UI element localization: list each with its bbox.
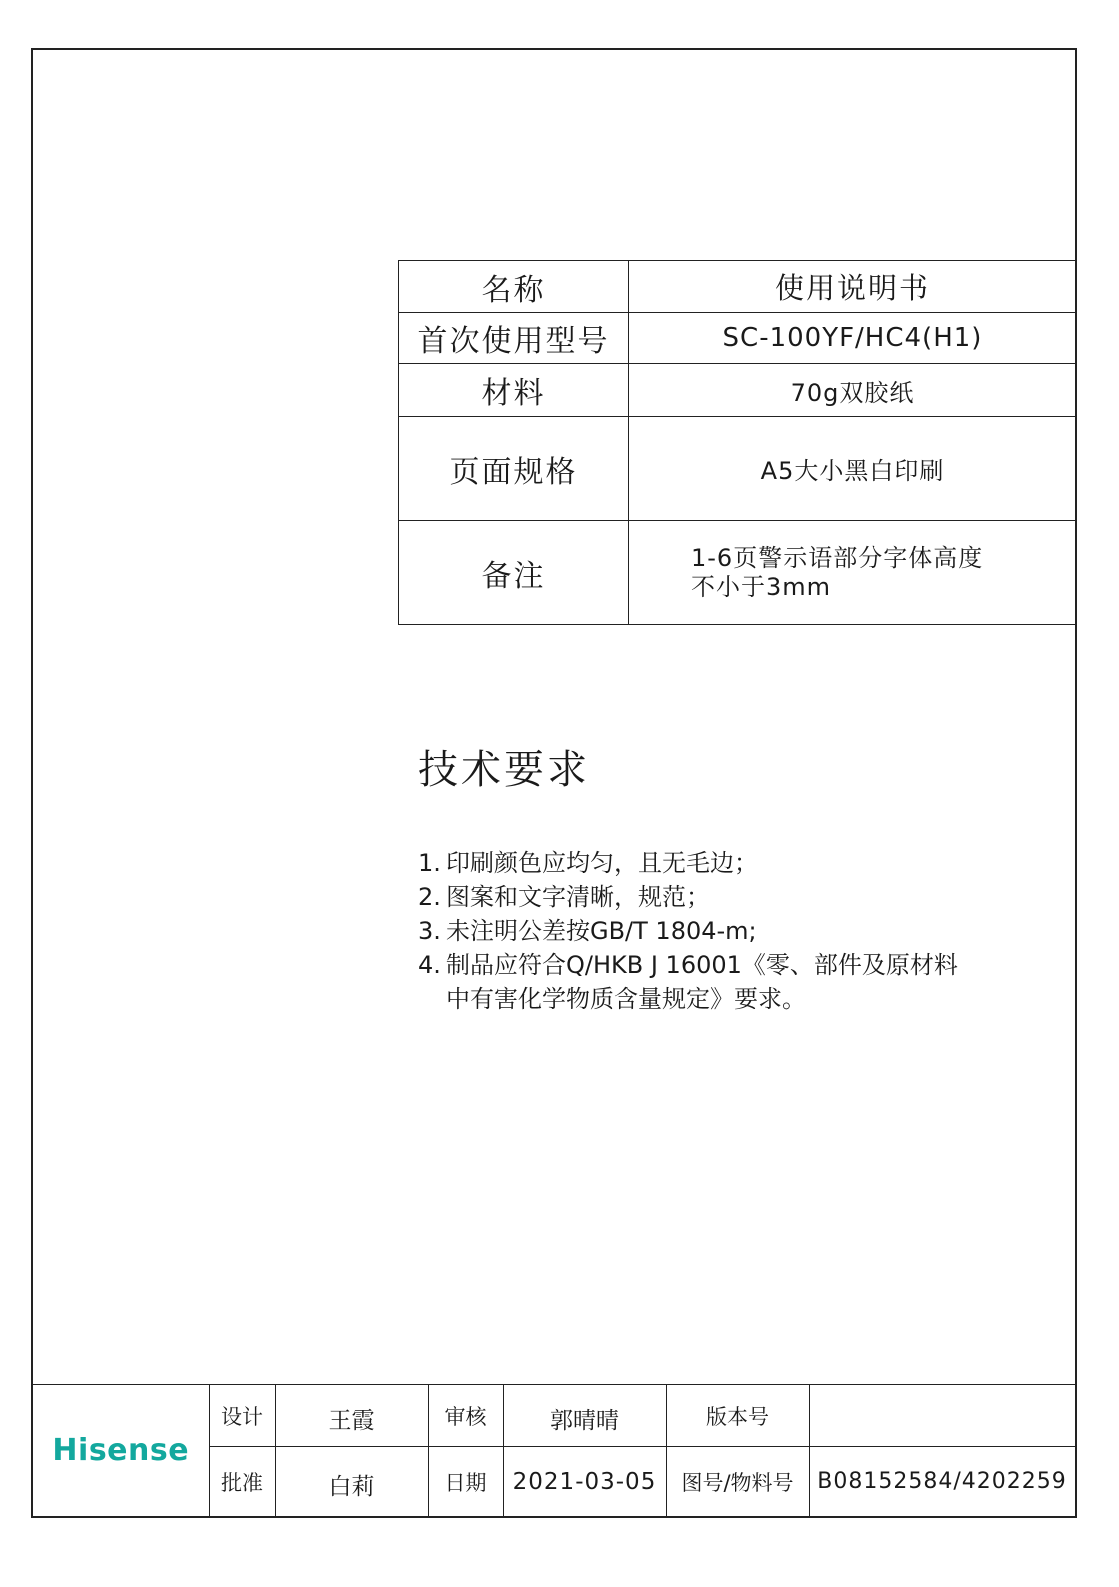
version-label: 版本号 — [666, 1385, 809, 1447]
spec-value-material: 70g双胶纸 — [629, 364, 1077, 417]
drawing-number-label: 图号/物料号 — [666, 1447, 809, 1517]
spec-remark-line-2: 不小于3mm — [691, 572, 832, 601]
list-item-text-line-1: 制品应符合Q/HKB J 16001《零、部件及原材料 — [446, 951, 958, 979]
design-value: 王霞 — [275, 1385, 428, 1447]
version-value — [809, 1385, 1075, 1447]
review-value: 郭晴晴 — [503, 1385, 666, 1447]
list-item-number: 1. — [418, 849, 441, 877]
title-block — [33, 1384, 1076, 1517]
list-item-text: 印刷颜色应均匀，且无毛边； — [446, 849, 758, 877]
spec-value-page-spec: A5大小黑白印刷 — [629, 417, 1077, 521]
spec-value-model: SC-100YF/HC4(H1) — [629, 313, 1077, 364]
spec-label-remark: 备注 — [399, 521, 629, 625]
design-label: 设计 — [209, 1385, 275, 1447]
spec-table — [398, 260, 1077, 625]
spec-row-page-spec — [399, 417, 1077, 521]
hisense-logo: Hisense — [52, 1433, 190, 1468]
spec-label-page-spec: 页面规格 — [399, 417, 629, 521]
spec-label-material: 材料 — [399, 364, 629, 417]
spec-row-material — [399, 364, 1077, 417]
spec-row-name — [399, 261, 1077, 313]
list-item-number: 4. — [418, 951, 441, 979]
spec-remark-line-1: 1-6页警示语部分字体高度 — [691, 543, 984, 572]
approve-label: 批准 — [209, 1447, 275, 1517]
list-item-text: 图案和文字清晰，规范； — [446, 883, 710, 911]
spec-row-remark — [399, 521, 1077, 625]
list-item-text-line-2: 中有害化学物质含量规定》要求。 — [446, 985, 806, 1013]
spec-row-model — [399, 313, 1077, 364]
list-item — [418, 914, 1058, 948]
list-item-number: 3. — [418, 917, 441, 945]
tech-requirements-list — [418, 846, 1058, 1016]
review-label: 审核 — [428, 1385, 503, 1447]
logo-cell — [33, 1385, 209, 1517]
list-item-text: 未注明公差按GB/T 1804-m; — [446, 917, 757, 945]
approve-value: 白莉 — [275, 1447, 428, 1517]
spec-label-name: 名称 — [399, 261, 629, 313]
date-value: 2021-03-05 — [503, 1447, 666, 1517]
list-item-number: 2. — [418, 883, 441, 911]
list-item — [418, 880, 1058, 914]
tech-requirements-heading: 技术要求 — [418, 747, 590, 793]
date-label: 日期 — [428, 1447, 503, 1517]
list-item-text — [446, 948, 1058, 1016]
list-item — [418, 846, 1058, 880]
spec-value-remark — [629, 521, 1077, 625]
spec-value-name: 使用说明书 — [629, 261, 1077, 313]
spec-label-model: 首次使用型号 — [399, 313, 629, 364]
list-item — [418, 948, 1058, 1016]
drawing-number-value: B08152584/4202259 — [809, 1447, 1075, 1517]
